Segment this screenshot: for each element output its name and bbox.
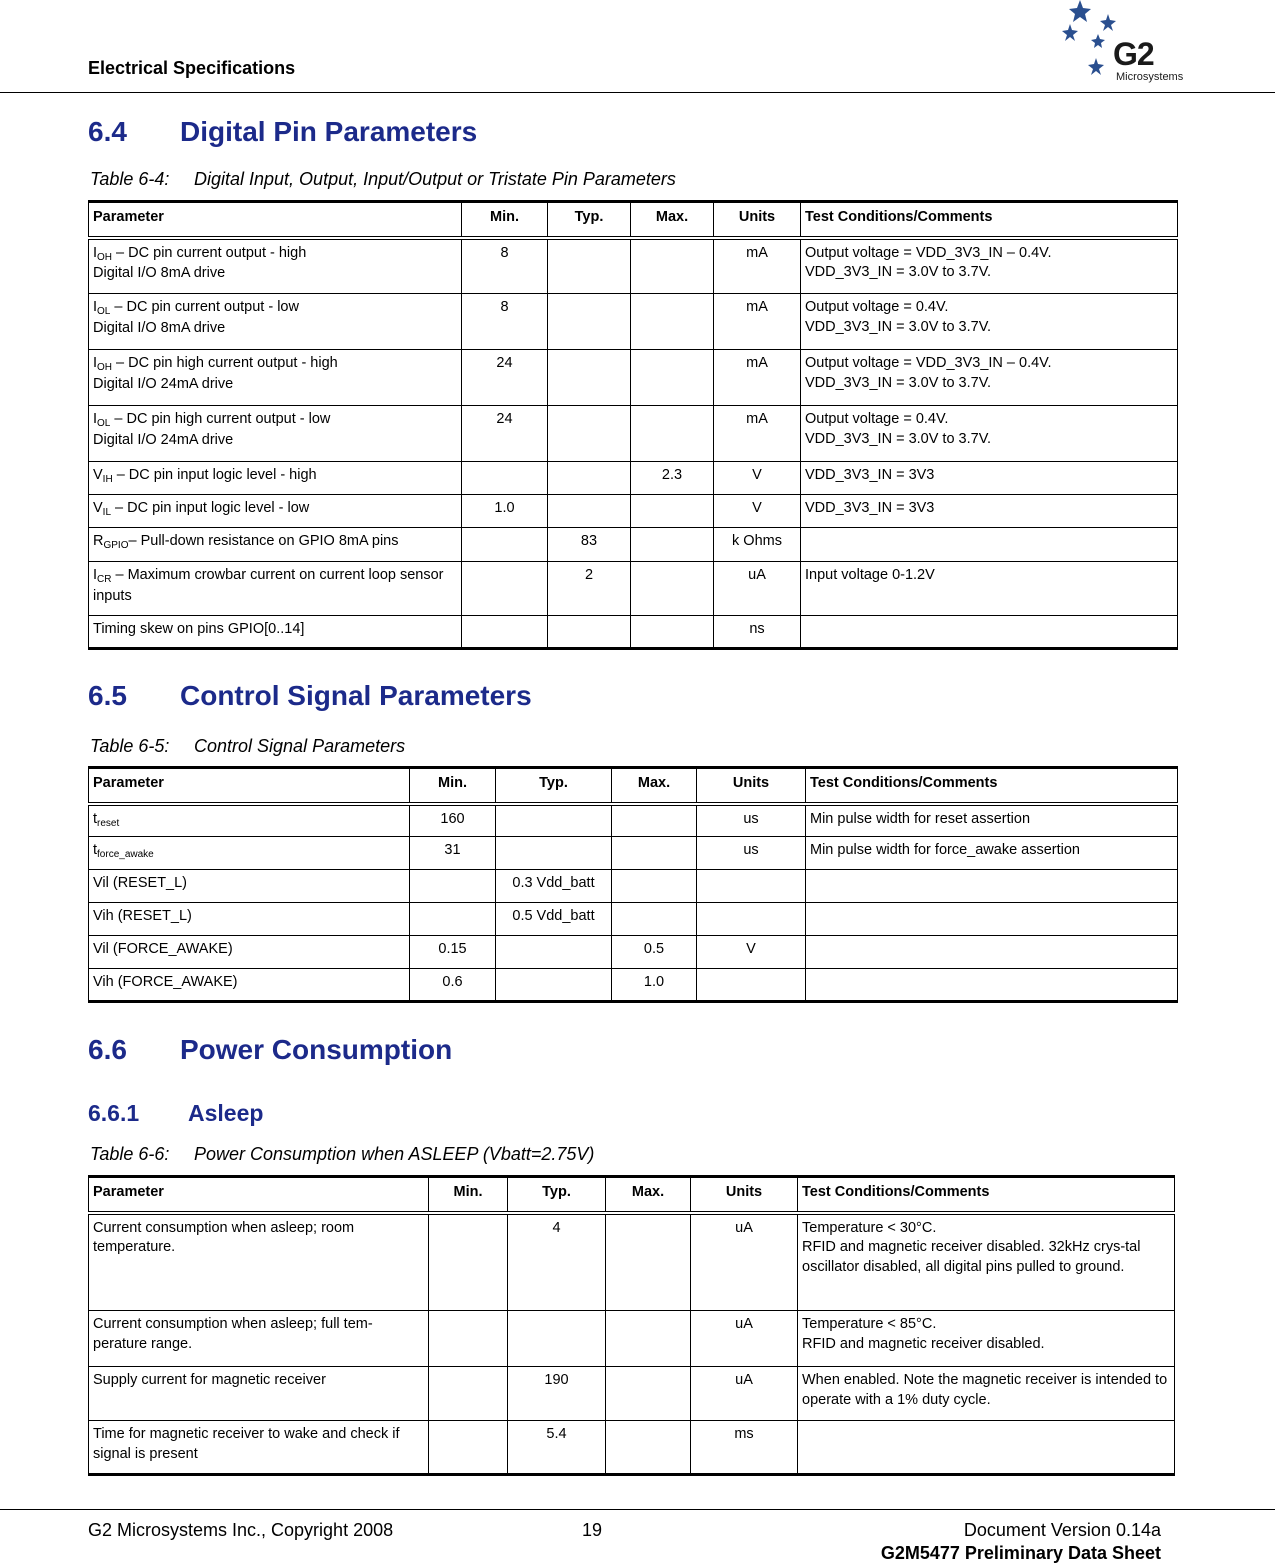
max-cell xyxy=(631,294,714,350)
section-number: 6.4 xyxy=(88,116,127,147)
max-cell xyxy=(606,1311,691,1367)
typ-cell xyxy=(496,837,612,870)
param-symbol: I xyxy=(93,244,98,261)
logo-wordmark: G2 xyxy=(1113,36,1154,72)
subsection-heading-6-6-1 xyxy=(88,1100,263,1127)
table-label: Table 6-4: xyxy=(90,169,170,189)
table-row xyxy=(89,1367,1175,1421)
max-cell xyxy=(631,528,714,562)
max-cell xyxy=(612,804,697,837)
param-cell: Vil (FORCE_AWAKE) xyxy=(89,936,410,969)
table-row xyxy=(89,837,1178,870)
units-cell: us xyxy=(697,804,806,837)
param-subscript: OH xyxy=(97,362,113,374)
header-conditions: Test Conditions/Comments xyxy=(806,768,1178,804)
typ-cell: 0.5 Vdd_batt xyxy=(496,903,612,936)
param-cell xyxy=(89,350,462,406)
header-max: Max. xyxy=(631,202,714,238)
units-cell: uA xyxy=(691,1311,798,1367)
param-symbol: t xyxy=(93,842,98,859)
table-row xyxy=(89,562,1178,616)
table-row xyxy=(89,804,1178,837)
typ-cell: 5.4 xyxy=(508,1421,606,1475)
param-subscript: IL xyxy=(102,507,112,519)
param-cell xyxy=(89,406,462,462)
conditions-cell xyxy=(806,903,1178,936)
param-symbol: I xyxy=(93,299,98,316)
param-desc: – DC pin input logic level - high xyxy=(112,467,317,484)
section-heading-6-5 xyxy=(88,680,532,712)
param-cell: Current consumption when asleep; full tem-perature range. xyxy=(89,1311,429,1367)
section-number: 6.5 xyxy=(88,680,127,711)
param-cell xyxy=(89,837,410,870)
footer-doc-title: G2M5477 Preliminary Data Sheet xyxy=(880,1543,1161,1563)
typ-cell: 190 xyxy=(508,1367,606,1421)
units-cell: mA xyxy=(714,350,801,406)
param-cell: Vih (RESET_L) xyxy=(89,903,410,936)
table-power-consumption-asleep xyxy=(88,1175,1175,1476)
units-cell: V xyxy=(714,495,801,528)
header-min: Min. xyxy=(462,202,548,238)
min-cell xyxy=(410,903,496,936)
conditions-cell xyxy=(801,238,1178,294)
param-desc-line2: Digital I/O 8mA drive xyxy=(93,265,226,282)
conditions-cell: VDD_3V3_IN = 3V3 xyxy=(801,495,1178,528)
param-cell: Time for magnetic receiver to wake and check if signal is present xyxy=(89,1421,429,1475)
param-symbol: I xyxy=(93,411,98,428)
section-heading-6-4 xyxy=(88,116,477,148)
param-subscript: OH xyxy=(97,251,113,263)
param-cell xyxy=(89,238,462,294)
param-desc: – DC pin current output - low xyxy=(110,299,299,316)
param-subscript: GPIO xyxy=(103,540,129,552)
units-cell: V xyxy=(714,462,801,495)
typ-cell xyxy=(548,406,631,462)
table-control-signal-parameters xyxy=(88,766,1178,1003)
max-cell xyxy=(631,350,714,406)
table-row xyxy=(89,462,1178,495)
max-cell xyxy=(612,903,697,936)
param-desc: – Maximum crowbar current on current loop sensor inputs xyxy=(93,567,444,604)
units-cell: mA xyxy=(714,294,801,350)
table-row xyxy=(89,870,1178,903)
param-cell: Timing skew on pins GPIO[0..14] xyxy=(89,616,462,649)
header-max: Max. xyxy=(612,768,697,804)
min-cell: 1.0 xyxy=(462,495,548,528)
table-row xyxy=(89,495,1178,528)
logo-subtitle: Microsystems xyxy=(1116,71,1184,83)
table-label: Table 6-6: xyxy=(90,1144,170,1164)
conditions-cell xyxy=(798,1311,1175,1367)
table-row xyxy=(89,406,1178,462)
conditions-cell: Min pulse width for reset assertion xyxy=(806,804,1178,837)
header-parameter: Parameter xyxy=(89,1177,429,1213)
min-cell xyxy=(462,616,548,649)
section-number: 6.6.1 xyxy=(88,1100,140,1126)
param-desc: – DC pin current output - high xyxy=(112,244,307,261)
header-min: Min. xyxy=(410,768,496,804)
footer-copyright: G2 Microsystems Inc., Copyright 2008 xyxy=(88,1520,394,1540)
table-label: Table 6-5: xyxy=(90,736,170,756)
conditions-cell: Input voltage 0-1.2V xyxy=(801,562,1178,616)
max-cell xyxy=(631,495,714,528)
header-conditions: Test Conditions/Comments xyxy=(798,1177,1175,1213)
min-cell xyxy=(410,870,496,903)
min-cell: 24 xyxy=(462,350,548,406)
header-typ: Typ. xyxy=(508,1177,606,1213)
header-rule xyxy=(0,92,1275,93)
min-cell: 0.15 xyxy=(410,936,496,969)
param-desc: – DC pin high current output - high xyxy=(112,355,338,372)
typ-cell xyxy=(548,350,631,406)
table-row xyxy=(89,1213,1175,1311)
header-parameter: Parameter xyxy=(89,768,410,804)
units-cell xyxy=(697,903,806,936)
param-desc-line2: Digital I/O 8mA drive xyxy=(93,319,226,336)
typ-cell xyxy=(508,1311,606,1367)
param-symbol: V xyxy=(93,500,103,517)
header-min: Min. xyxy=(429,1177,508,1213)
conditions-cell xyxy=(801,350,1178,406)
units-cell: mA xyxy=(714,406,801,462)
param-cell xyxy=(89,294,462,350)
max-cell xyxy=(606,1421,691,1475)
param-cell: Vil (RESET_L) xyxy=(89,870,410,903)
typ-cell: 4 xyxy=(508,1213,606,1311)
conditions-cell xyxy=(806,969,1178,1002)
section-number: 6.6 xyxy=(88,1034,127,1065)
min-cell: 160 xyxy=(410,804,496,837)
star-icon xyxy=(1069,0,1091,22)
conditions-cell xyxy=(806,870,1178,903)
typ-cell xyxy=(548,462,631,495)
param-symbol: V xyxy=(93,467,103,484)
param-cell: Vih (FORCE_AWAKE) xyxy=(89,969,410,1002)
typ-cell xyxy=(496,804,612,837)
header-typ: Typ. xyxy=(548,202,631,238)
typ-cell xyxy=(496,936,612,969)
table-digital-pin-parameters xyxy=(88,200,1178,650)
units-cell: ms xyxy=(691,1421,798,1475)
min-cell: 8 xyxy=(462,294,548,350)
table-caption-6-4 xyxy=(90,169,676,190)
header-units: Units xyxy=(691,1177,798,1213)
param-desc-line2: Digital I/O 24mA drive xyxy=(93,375,234,392)
param-subscript: OL xyxy=(97,418,111,430)
param-cell xyxy=(89,462,462,495)
header-max: Max. xyxy=(606,1177,691,1213)
header-units: Units xyxy=(697,768,806,804)
table-caption-6-5 xyxy=(90,736,405,757)
param-symbol: I xyxy=(93,355,98,372)
page-number: 19 xyxy=(582,1520,603,1540)
param-subscript: OL xyxy=(97,306,111,318)
param-subscript: IH xyxy=(102,474,113,486)
typ-cell xyxy=(548,616,631,649)
units-cell: uA xyxy=(691,1213,798,1311)
param-symbol: I xyxy=(93,567,98,584)
typ-cell xyxy=(548,238,631,294)
typ-cell: 0.3 Vdd_batt xyxy=(496,870,612,903)
param-cell: Current consumption when asleep; room temperature. xyxy=(89,1213,429,1311)
table-row xyxy=(89,294,1178,350)
param-cell xyxy=(89,528,462,562)
table-row xyxy=(89,903,1178,936)
min-cell xyxy=(429,1367,508,1421)
condition-line: Temperature < 30°C. xyxy=(802,1219,937,1236)
max-cell xyxy=(606,1213,691,1311)
star-icon xyxy=(1088,58,1104,75)
table-title: Control Signal Parameters xyxy=(194,736,406,756)
min-cell xyxy=(462,528,548,562)
min-cell: 8 xyxy=(462,238,548,294)
param-subscript: CR xyxy=(97,574,112,586)
units-cell: mA xyxy=(714,238,801,294)
param-subscript: reset xyxy=(97,817,120,829)
section-title: Control Signal Parameters xyxy=(180,680,532,711)
param-cell: Supply current for magnetic receiver xyxy=(89,1367,429,1421)
units-cell xyxy=(697,969,806,1002)
condition-line: Output voltage = VDD_3V3_IN – 0.4V. xyxy=(805,355,1052,372)
condition-line: VDD_3V3_IN = 3.0V to 3.7V. xyxy=(805,318,992,335)
condition-line: Temperature < 85°C. xyxy=(802,1316,937,1333)
conditions-cell xyxy=(806,936,1178,969)
condition-line: VDD_3V3_IN = 3.0V to 3.7V. xyxy=(805,430,992,447)
conditions-cell: When enabled. Note the magnetic receiver is intended to operate with a 1% duty cycle. xyxy=(798,1367,1175,1421)
conditions-cell: VDD_3V3_IN = 3V3 xyxy=(801,462,1178,495)
max-cell: 2.3 xyxy=(631,462,714,495)
units-cell: V xyxy=(697,936,806,969)
min-cell: 31 xyxy=(410,837,496,870)
param-cell xyxy=(89,495,462,528)
min-cell xyxy=(462,462,548,495)
typ-cell: 83 xyxy=(548,528,631,562)
section-title: Power Consumption xyxy=(180,1034,453,1065)
max-cell xyxy=(631,562,714,616)
max-cell xyxy=(612,837,697,870)
table-row xyxy=(89,528,1178,562)
conditions-cell xyxy=(801,294,1178,350)
header-units: Units xyxy=(714,202,801,238)
star-icon xyxy=(1062,24,1078,41)
units-cell: us xyxy=(697,837,806,870)
typ-cell xyxy=(496,969,612,1002)
conditions-cell xyxy=(798,1421,1175,1475)
condition-line: Output voltage = 0.4V. xyxy=(805,299,949,316)
header-typ: Typ. xyxy=(496,768,612,804)
min-cell xyxy=(462,562,548,616)
units-cell: uA xyxy=(714,562,801,616)
running-header-title: Electrical Specifications xyxy=(88,58,296,78)
units-cell: k Ohms xyxy=(714,528,801,562)
footer-rule xyxy=(0,1509,1275,1510)
condition-line: RFID and magnetic receiver disabled. xyxy=(802,1335,1045,1352)
table-row xyxy=(89,238,1178,294)
min-cell: 0.6 xyxy=(410,969,496,1002)
units-cell xyxy=(697,870,806,903)
min-cell xyxy=(429,1421,508,1475)
typ-cell: 2 xyxy=(548,562,631,616)
param-subscript: force_awake xyxy=(97,849,154,861)
star-icon xyxy=(1100,14,1116,31)
conditions-cell xyxy=(801,406,1178,462)
table-row xyxy=(89,350,1178,406)
table-row xyxy=(89,1421,1175,1475)
condition-line: Output voltage = 0.4V. xyxy=(805,411,949,428)
section-heading-6-6 xyxy=(88,1034,452,1066)
footer-doc-version: Document Version 0.14a xyxy=(963,1520,1161,1540)
typ-cell xyxy=(548,294,631,350)
param-desc: – DC pin input logic level - low xyxy=(111,500,310,517)
param-desc: – DC pin high current output - low xyxy=(110,411,331,428)
units-cell: ns xyxy=(714,616,801,649)
units-cell: uA xyxy=(691,1367,798,1421)
typ-cell xyxy=(548,495,631,528)
condition-line: VDD_3V3_IN = 3.0V to 3.7V. xyxy=(805,264,992,281)
table-row xyxy=(89,936,1178,969)
table-row xyxy=(89,969,1178,1002)
min-cell: 24 xyxy=(462,406,548,462)
param-cell xyxy=(89,562,462,616)
condition-line: Output voltage = VDD_3V3_IN – 0.4V. xyxy=(805,244,1052,261)
condition-line: VDD_3V3_IN = 3.0V to 3.7V. xyxy=(805,374,992,391)
table-header-row xyxy=(89,768,1178,804)
table-header-row xyxy=(89,202,1178,238)
header-parameter: Parameter xyxy=(89,202,462,238)
table-title: Power Consumption when ASLEEP (Vbatt=2.75V) xyxy=(194,1144,595,1164)
param-symbol: R xyxy=(93,533,104,550)
conditions-cell xyxy=(798,1213,1175,1311)
table-header-row xyxy=(89,1177,1175,1213)
table-row xyxy=(89,616,1178,649)
header-conditions: Test Conditions/Comments xyxy=(801,202,1178,238)
max-cell xyxy=(606,1367,691,1421)
conditions-cell xyxy=(801,528,1178,562)
param-symbol: t xyxy=(93,810,98,827)
param-cell xyxy=(89,804,410,837)
max-cell xyxy=(631,406,714,462)
param-desc-line2: Digital I/O 24mA drive xyxy=(93,431,234,448)
conditions-cell: Min pulse width for force_awake assertion xyxy=(806,837,1178,870)
section-title: Digital Pin Parameters xyxy=(180,116,478,147)
condition-line: RFID and magnetic receiver disabled. 32kHz crys-tal oscillator disabled, all digital pins pulled to ground. xyxy=(802,1239,1141,1275)
section-title: Asleep xyxy=(188,1100,264,1126)
param-desc: – Pull-down resistance on GPIO 8mA pins xyxy=(128,533,399,550)
table-row xyxy=(89,1311,1175,1367)
max-cell: 0.5 xyxy=(612,936,697,969)
table-caption-6-6 xyxy=(90,1144,594,1165)
max-cell xyxy=(612,870,697,903)
min-cell xyxy=(429,1213,508,1311)
min-cell xyxy=(429,1311,508,1367)
max-cell xyxy=(631,616,714,649)
star-icon xyxy=(1091,34,1105,48)
conditions-cell xyxy=(801,616,1178,649)
table-title: Digital Input, Output, Input/Output or Tristate Pin Parameters xyxy=(194,169,676,189)
max-cell xyxy=(631,238,714,294)
max-cell: 1.0 xyxy=(612,969,697,1002)
